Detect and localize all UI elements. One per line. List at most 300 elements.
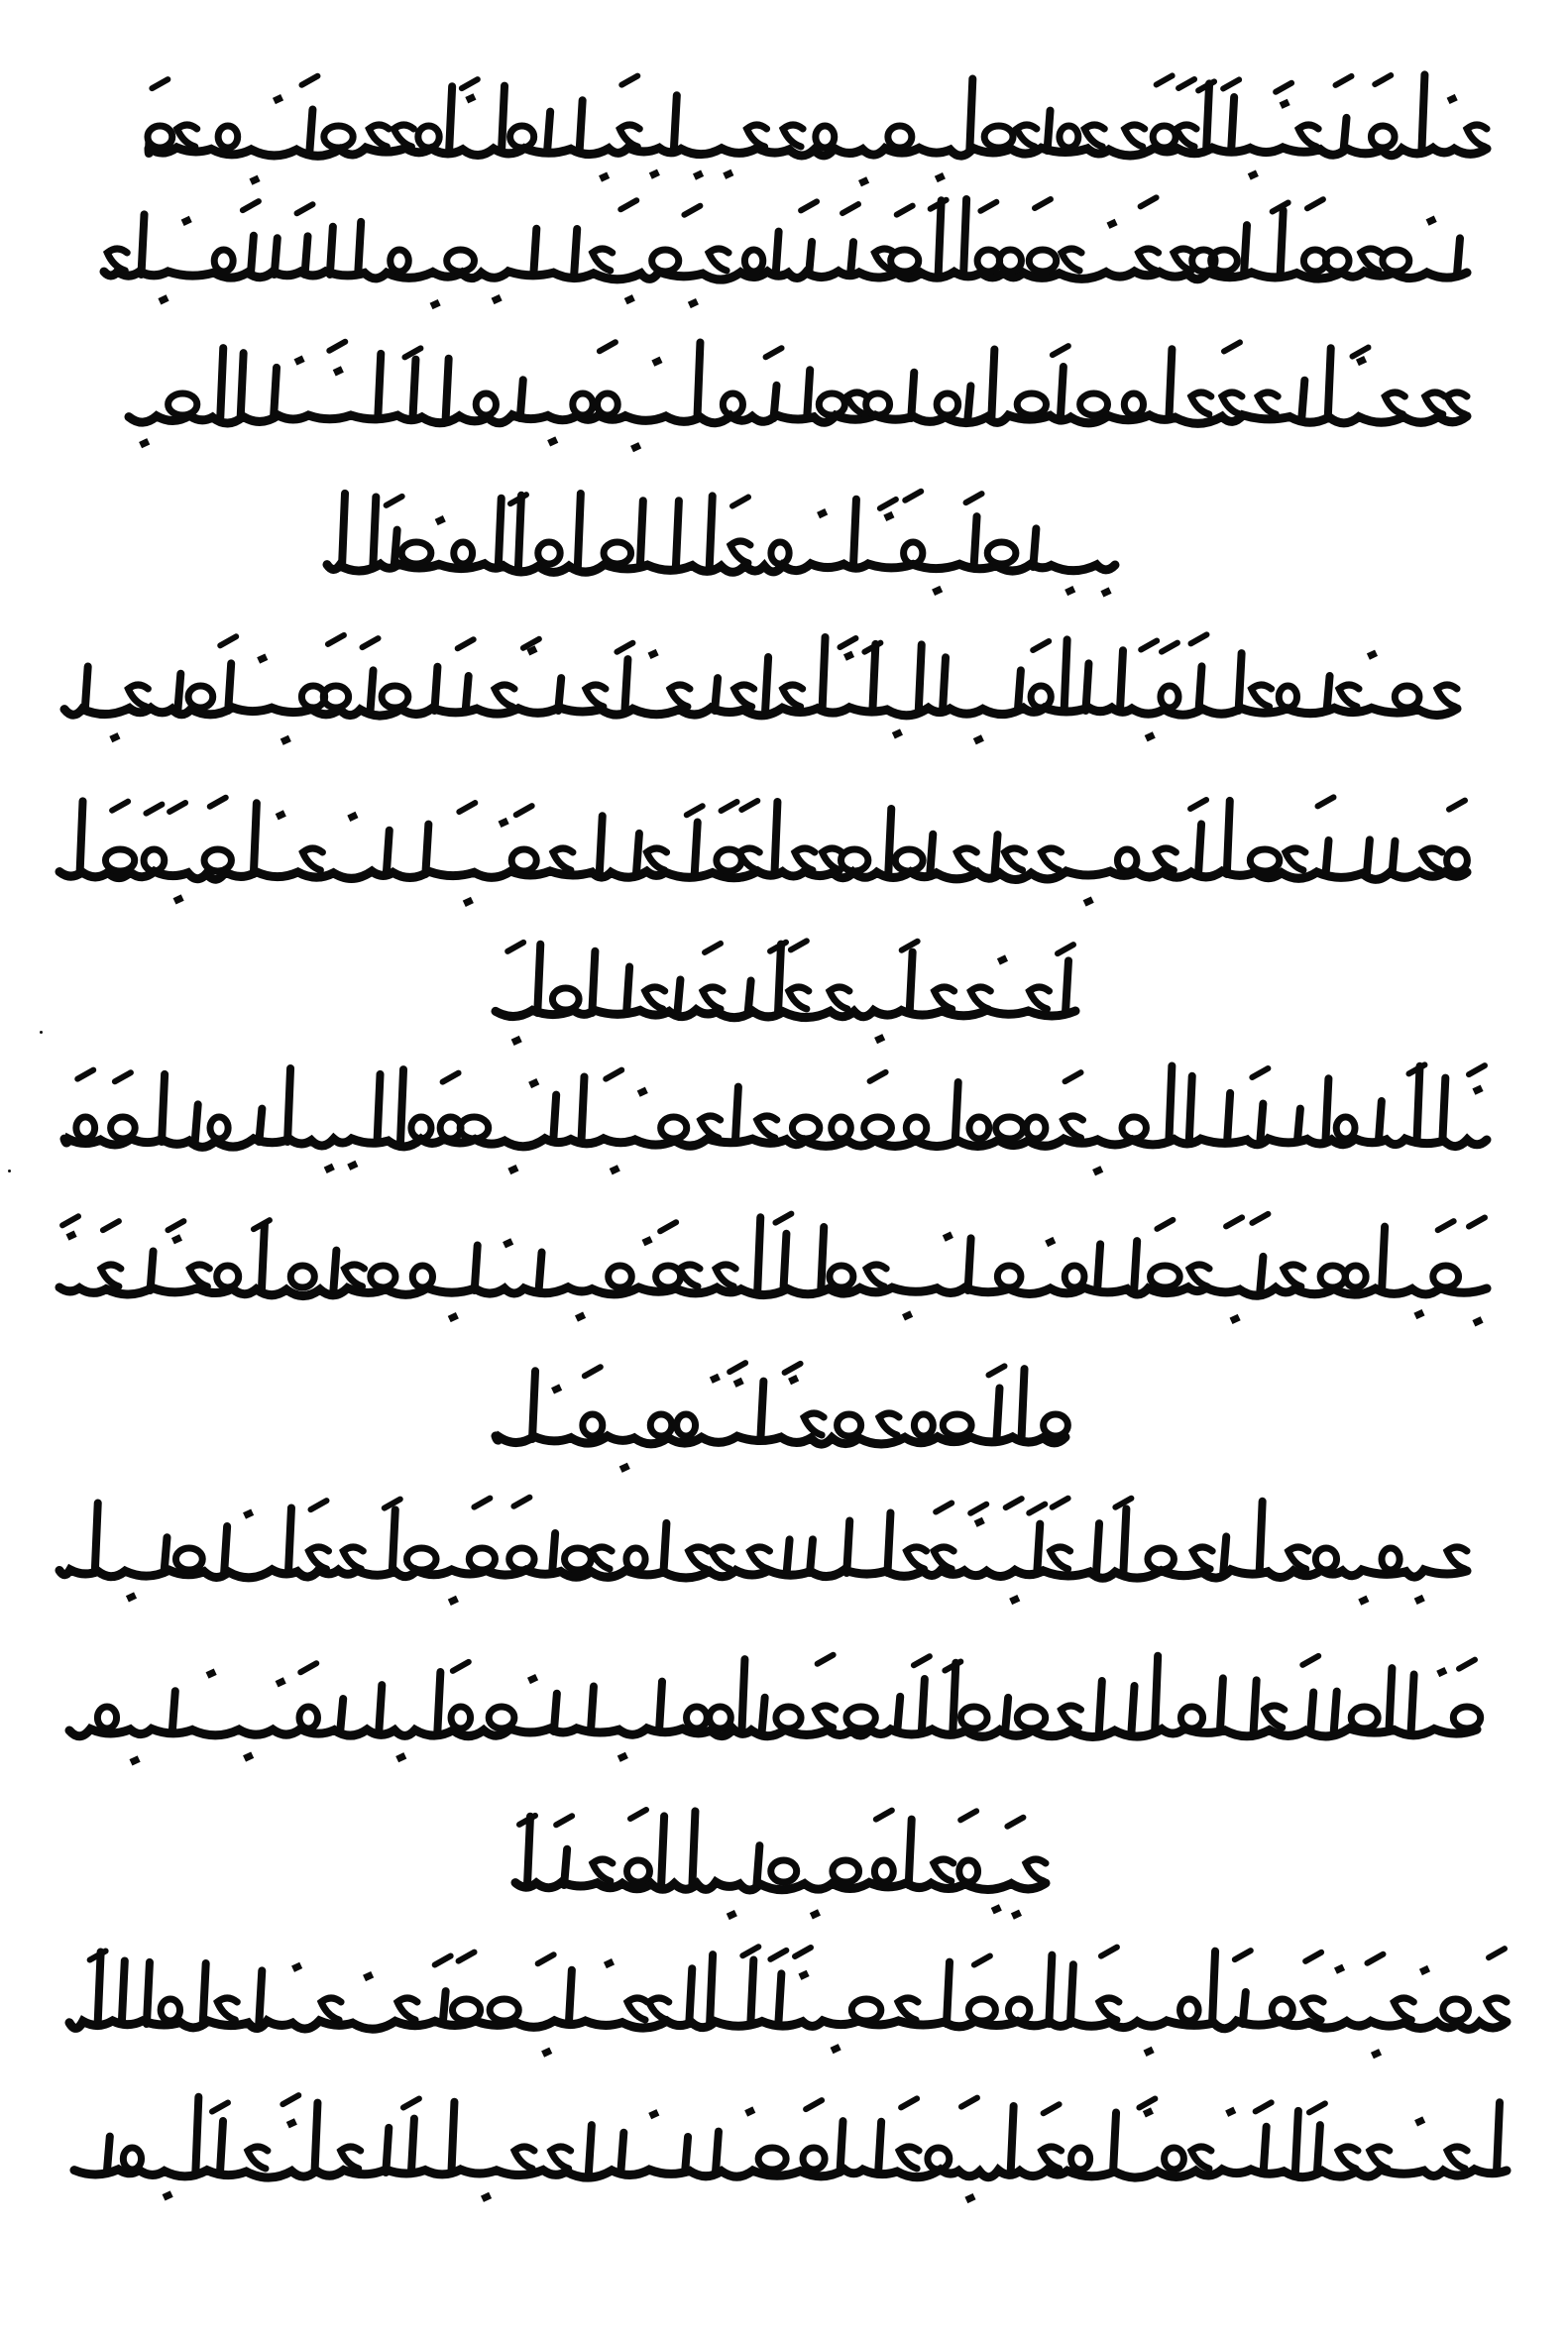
letter-stroke — [164, 1537, 167, 1573]
letter-curve — [1176, 125, 1196, 147]
letter-stroke — [1328, 348, 1331, 418]
letter-loop — [723, 393, 742, 415]
letter-curve — [128, 685, 148, 707]
letter-stroke — [955, 1082, 958, 1142]
letter-loop — [407, 1548, 437, 1570]
letter-loop — [411, 1117, 431, 1139]
letter-loop — [1272, 1999, 1292, 2021]
vowel-mark — [621, 76, 637, 85]
letter-stroke — [552, 1533, 555, 1573]
letter-stroke — [888, 809, 891, 874]
vowel-mark — [556, 1816, 572, 1825]
letter-loop — [391, 250, 409, 272]
letter-stroke — [151, 1251, 154, 1290]
letter-stroke — [620, 2133, 623, 2173]
letter-stroke — [1497, 2102, 1500, 2173]
diacritic-dot — [649, 169, 660, 179]
diacritic-dot — [126, 1592, 137, 1602]
diacritic-dot — [1144, 2047, 1155, 2057]
vowel-mark — [1141, 197, 1157, 206]
letter-curve — [783, 685, 803, 707]
letter-stroke — [591, 1686, 594, 1731]
diacritic-dot — [1419, 1965, 1430, 1975]
diacritic-dot — [1367, 650, 1378, 660]
letter-stroke — [1334, 1692, 1337, 1731]
letter-loop — [105, 849, 134, 871]
letter-loop — [538, 542, 560, 564]
baseline-stroke — [64, 708, 1457, 716]
letter-stroke — [689, 1968, 692, 2024]
letter-curve — [321, 1998, 341, 2020]
vowel-mark — [507, 943, 523, 951]
letter-stroke — [443, 1991, 446, 2024]
manuscript-line — [104, 197, 1467, 309]
diacritic-dot — [943, 1232, 953, 1242]
letter-stroke — [1344, 118, 1347, 151]
letter-loop — [1080, 393, 1108, 415]
letter-curve — [593, 249, 613, 271]
letter-curve — [248, 2147, 268, 2169]
letter-loop — [776, 1707, 801, 1728]
diacritic-dot — [463, 897, 474, 907]
letter-loop — [906, 1117, 926, 1139]
letter-stroke — [1416, 1066, 1419, 1142]
vowel-mark — [1223, 79, 1239, 88]
letter-curve — [757, 1116, 777, 1138]
letter-loop — [204, 849, 231, 871]
letter-stroke — [581, 1076, 584, 1142]
diacritic-dot — [551, 1384, 562, 1393]
letter-stroke — [685, 2137, 688, 2173]
letter-loop — [996, 1117, 1024, 1139]
letter-stroke — [224, 1526, 227, 1573]
letter-stroke — [580, 100, 583, 151]
vowel-mark — [936, 1503, 952, 1511]
letter-loop — [1044, 1414, 1068, 1436]
letter-curve — [514, 2147, 534, 2169]
letter-loop — [447, 250, 475, 272]
baseline-stroke — [59, 1287, 1487, 1296]
letter-loop — [418, 126, 439, 148]
letter-curve — [1139, 249, 1159, 271]
letter-loop — [454, 542, 473, 564]
vowel-mark — [801, 201, 817, 210]
letter-curve — [689, 1547, 709, 1569]
letter-loop — [943, 1414, 971, 1436]
letter-stroke — [1231, 97, 1234, 151]
vowel-mark — [1256, 2102, 1272, 2111]
vowel-mark — [1162, 643, 1177, 652]
letter-stroke — [823, 637, 826, 711]
diacritic-dot — [173, 894, 184, 904]
letter-stroke — [1260, 1104, 1263, 1142]
letter-stroke — [807, 370, 810, 418]
letter-stroke — [425, 825, 428, 874]
letter-loop — [1180, 1999, 1199, 2021]
letter-stroke — [676, 501, 679, 567]
letter-loop — [1395, 686, 1419, 708]
diacritic-dot — [624, 294, 635, 304]
letter-loop — [583, 1414, 603, 1436]
vowel-mark — [1226, 1217, 1242, 1226]
letter-loop — [687, 1707, 708, 1728]
letter-stroke — [663, 1523, 666, 1573]
letter-curve — [712, 1547, 731, 1569]
letter-loop — [968, 1999, 995, 2021]
vowel-mark — [1157, 75, 1173, 84]
letter-stroke — [659, 1682, 662, 1731]
letter-curve — [703, 987, 723, 1009]
letter-stroke — [600, 816, 603, 874]
vowel-mark — [870, 1072, 886, 1081]
diacritic-dot — [1414, 1595, 1425, 1605]
diacritic-dot — [892, 728, 903, 738]
letter-stroke — [1048, 111, 1051, 151]
vowel-mark — [660, 1222, 676, 1231]
letter-curve — [593, 1859, 613, 1881]
letter-stroke — [1134, 1241, 1137, 1290]
letter-curve — [750, 1547, 770, 1569]
diacritic-dot — [688, 298, 699, 308]
diacritic-dot — [430, 299, 441, 309]
letter-stroke — [1096, 1523, 1099, 1573]
letter-curve — [1265, 1706, 1285, 1728]
letter-stroke — [80, 801, 83, 874]
letter-curve — [645, 987, 665, 1009]
letter-loop — [440, 1117, 461, 1139]
vowel-mark — [459, 1952, 475, 1961]
letter-stroke — [537, 945, 540, 1013]
letter-curve — [343, 1547, 363, 1569]
letter-loop — [509, 1548, 534, 1570]
letter-loop — [1165, 2148, 1184, 2170]
letter-loop — [1060, 126, 1078, 148]
letter-stroke — [1325, 1078, 1328, 1142]
letter-curve — [217, 1998, 237, 2020]
letter-curve — [866, 1265, 886, 1286]
vowel-mark — [1307, 199, 1323, 208]
vowel-mark — [1469, 1065, 1485, 1074]
letter-curve — [1339, 685, 1359, 707]
letter-stroke — [695, 823, 698, 874]
vowel-mark — [1007, 1818, 1023, 1827]
vowel-mark — [722, 802, 737, 811]
letter-stroke — [518, 496, 521, 567]
vowel-mark — [1058, 945, 1073, 953]
letter-stroke — [909, 1820, 912, 1885]
vowel-mark — [1302, 1656, 1318, 1665]
letter-stroke — [1123, 1508, 1126, 1573]
letter-loop — [451, 1707, 471, 1728]
letter-stroke — [1097, 1244, 1100, 1290]
letter-stroke — [661, 1816, 664, 1885]
vowel-mark — [458, 639, 474, 648]
letter-loop — [490, 1999, 518, 2021]
diacritic-dot — [843, 651, 854, 661]
vowel-mark — [1190, 800, 1206, 809]
letter-stroke — [1198, 824, 1201, 874]
letter-stroke — [1064, 639, 1067, 711]
diacritic-dot — [874, 1034, 885, 1044]
letter-loop — [1250, 849, 1280, 871]
letter-curve — [592, 1547, 612, 1569]
letter-stroke — [846, 1521, 849, 1573]
letter-stroke — [412, 360, 415, 418]
diacritic-dot — [276, 810, 286, 820]
letter-stroke — [757, 1217, 760, 1290]
letter-stroke — [241, 353, 244, 418]
letter-stroke — [919, 644, 922, 711]
diacritic-dot — [693, 170, 704, 180]
manuscript-line — [64, 634, 1457, 745]
diacritic-dot — [642, 1236, 653, 1246]
vowel-mark — [970, 1505, 986, 1513]
vowel-mark — [513, 1498, 529, 1506]
letter-stroke — [1018, 670, 1021, 711]
vowel-mark — [1336, 76, 1352, 85]
letter-stroke — [1260, 1257, 1263, 1290]
letter-curve — [619, 125, 639, 147]
letter-loop — [1443, 1999, 1469, 2021]
letter-stroke — [1310, 1692, 1313, 1731]
letter-stroke — [887, 1512, 890, 1573]
manuscript-line — [64, 1064, 1487, 1175]
diacritic-dot — [810, 1909, 821, 1919]
letter-loop — [650, 1414, 672, 1436]
diacritic-dot — [499, 818, 509, 828]
letter-stroke — [809, 242, 812, 275]
diacritic-dot — [1045, 1237, 1056, 1247]
vowel-mark — [1449, 801, 1465, 810]
letter-loop — [1279, 686, 1296, 708]
diacritic-dot — [1358, 1596, 1369, 1606]
vowel-mark — [77, 1070, 93, 1079]
letter-curve — [1042, 2147, 1062, 2169]
vowel-mark — [840, 638, 855, 647]
diacritic-dot — [481, 2192, 492, 2202]
letter-stroke — [778, 1973, 781, 2024]
letter-stroke — [910, 952, 913, 1013]
letter-stroke — [446, 359, 449, 418]
letter-loop — [210, 1117, 228, 1139]
diacritic-dot — [964, 2193, 975, 2203]
vowel-mark — [168, 1221, 183, 1230]
letter-curve — [495, 685, 514, 707]
letter-stroke — [533, 229, 536, 275]
letter-stroke — [1243, 1992, 1246, 2024]
letter-stroke — [274, 368, 277, 418]
letter-loop — [609, 1266, 632, 1287]
letter-loop — [1371, 126, 1395, 148]
letter-loop — [959, 1860, 978, 1882]
diacritic-dot — [507, 1165, 518, 1174]
diacritic-dot — [817, 508, 828, 518]
letter-curve — [935, 987, 954, 1009]
letter-curve — [107, 249, 127, 271]
diacritic-dot — [788, 1375, 799, 1385]
vowel-mark — [1053, 346, 1068, 355]
letter-curve — [1099, 1998, 1119, 2020]
letter-loop — [148, 126, 172, 148]
letter-stroke — [475, 1246, 478, 1290]
diacritic-dot — [1371, 2049, 1382, 2059]
letter-loop — [656, 1266, 681, 1287]
vowel-mark — [902, 942, 918, 950]
letter-curve — [1288, 1547, 1308, 1569]
letter-loop — [1151, 1266, 1180, 1287]
diacritic-dot — [619, 1463, 630, 1473]
letter-stroke — [878, 2122, 881, 2173]
letter-curve — [898, 1998, 918, 2020]
vowel-mark — [1101, 1948, 1117, 1956]
diacritic-dot — [333, 366, 344, 376]
letter-stroke — [1022, 1369, 1025, 1439]
letter-stroke — [1327, 676, 1330, 711]
diacritic-dot — [448, 1312, 459, 1322]
letter-curve — [1447, 1547, 1467, 1569]
letter-loop — [1447, 849, 1468, 871]
letter-loop — [984, 126, 1013, 148]
letter-curve — [1026, 1859, 1046, 1881]
letter-curve — [1042, 848, 1062, 870]
diacritic-dot — [932, 586, 943, 596]
letter-loop — [977, 250, 1000, 272]
letter-stroke — [774, 386, 777, 418]
vowel-mark — [1276, 83, 1291, 92]
letter-loop — [412, 1266, 432, 1287]
diacritic-dot — [798, 1970, 809, 1980]
vowel-mark — [462, 79, 478, 88]
diacritic-dot — [171, 1234, 182, 1244]
diacritic-dot — [1009, 1595, 1020, 1605]
letter-stroke — [943, 657, 946, 711]
letter-loop — [1026, 1117, 1045, 1139]
letter-curve — [1189, 1265, 1209, 1286]
letter-curve — [795, 848, 815, 870]
diacritic-dot — [294, 356, 305, 366]
vowel-mark — [282, 2095, 298, 2104]
letter-loop — [453, 1999, 481, 2021]
letter-loop — [874, 1860, 893, 1882]
diacritic-dot — [935, 172, 946, 182]
letter-stroke — [1264, 2127, 1267, 2173]
letter-loop — [838, 1414, 861, 1436]
letter-stroke — [640, 501, 643, 567]
manuscript-line — [59, 797, 1467, 907]
letter-loop — [904, 542, 923, 564]
letter-stroke — [449, 86, 452, 151]
diacritic-dot — [243, 1751, 254, 1761]
letter-stroke — [853, 500, 856, 567]
vowel-mark — [806, 2100, 822, 2109]
letter-stroke — [778, 945, 781, 1013]
diacritic-dot — [511, 1036, 522, 1046]
vowel-mark — [1489, 1949, 1505, 1957]
letter-stroke — [963, 199, 966, 275]
letter-curve — [302, 848, 322, 870]
letter-loop — [792, 1117, 819, 1139]
vowel-mark — [212, 2103, 228, 2112]
letter-loop — [1433, 1266, 1459, 1287]
letter-loop — [324, 126, 353, 148]
letter-stroke — [787, 1539, 790, 1573]
diacritic-dot — [257, 653, 268, 663]
letter-stroke — [392, 1509, 395, 1573]
diacritic-dot — [243, 1508, 254, 1518]
diacritic-dot — [648, 2109, 659, 2119]
letter-stroke — [1220, 1678, 1223, 1731]
diacritic-dot — [617, 1752, 628, 1762]
letter-loop — [1071, 2148, 1090, 2170]
letter-stroke — [735, 1087, 738, 1142]
letter-curve — [1125, 125, 1145, 147]
vowel-mark — [705, 944, 721, 952]
diacritic-dot — [1436, 1667, 1447, 1677]
diacritic-dot — [1100, 587, 1111, 597]
letter-stroke — [564, 1849, 567, 1885]
manuscript-line — [148, 74, 1487, 186]
diacritic-dot — [1064, 586, 1075, 596]
letter-stroke — [520, 380, 523, 418]
vowel-mark — [897, 206, 913, 215]
diacritic-dot — [109, 732, 120, 742]
diacritic-dot — [1143, 2107, 1154, 2117]
letter-stroke — [756, 1845, 759, 1885]
letter-stroke — [969, 79, 972, 151]
letter-loop — [832, 1117, 851, 1139]
letter-stroke — [378, 354, 381, 418]
vowel-mark — [115, 1072, 131, 1081]
diacritic-dot — [541, 2048, 552, 2058]
letter-stroke — [288, 1507, 291, 1573]
vowel-mark — [1053, 1499, 1068, 1507]
letter-curve — [647, 848, 667, 870]
vowel-mark — [1469, 1218, 1485, 1227]
letter-stroke — [783, 1234, 786, 1290]
letter-curve — [830, 987, 849, 1009]
letter-curve — [1338, 2147, 1358, 2169]
letter-stroke — [437, 1672, 440, 1731]
diacritic-dot — [435, 515, 446, 525]
letter-curve — [1385, 392, 1404, 414]
letter-stroke — [1227, 801, 1230, 874]
vowel-mark — [385, 1500, 400, 1508]
letter-stroke — [1379, 1101, 1382, 1142]
vowel-mark — [775, 1214, 791, 1223]
letter-stroke — [1411, 1675, 1414, 1731]
vowel-mark — [523, 639, 539, 648]
letter-curve — [899, 2147, 919, 2169]
letter-curve — [627, 1998, 647, 2020]
vowel-mark — [474, 1499, 490, 1507]
letter-stroke — [1297, 1109, 1300, 1142]
letter-loop — [573, 393, 593, 415]
diacritic-dot — [347, 1161, 358, 1170]
letter-loop — [476, 393, 496, 415]
diacritic-dot — [273, 94, 283, 104]
letter-stroke — [939, 200, 942, 275]
letter-curve — [907, 1547, 927, 1569]
letter-loop — [960, 1707, 987, 1728]
baseline-stroke — [69, 2021, 1507, 2029]
diacritic-dot — [163, 2190, 173, 2200]
letter-curve — [1425, 392, 1445, 414]
letter-stroke — [1223, 1536, 1226, 1573]
diacritic-dot — [575, 1312, 586, 1322]
vowel-mark — [459, 803, 475, 812]
letter-curve — [1156, 848, 1176, 870]
vowel-mark — [732, 498, 748, 506]
